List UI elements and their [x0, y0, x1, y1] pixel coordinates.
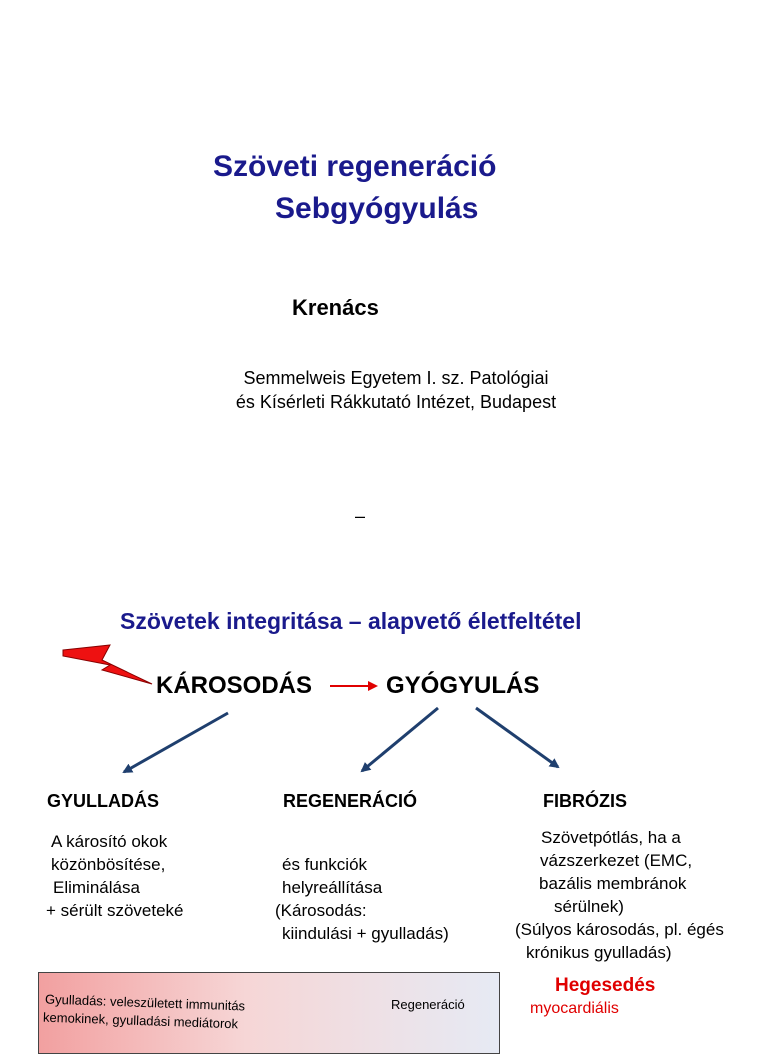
author-name: Krenács	[292, 295, 379, 320]
text-line: helyreállítása	[282, 878, 383, 897]
regeneration-text	[275, 853, 449, 945]
text-line: bazális membránok	[539, 874, 687, 893]
text-line: krónikus gyulladás)	[526, 943, 672, 962]
title-line-2: Sebgyógyulás	[275, 192, 479, 225]
regeneration-heading: REGENERÁCIÓ	[283, 791, 418, 811]
text-line: Eliminálása	[53, 878, 140, 897]
text-line: (Károsodás:	[275, 901, 367, 920]
box-right-label: Regeneráció	[391, 997, 465, 1012]
box-left-line-2: kemokinek, gyulladási mediátorok	[42, 1009, 239, 1032]
scarring-label: Hegesedés	[555, 975, 656, 996]
inflammation-heading: GYULLADÁS	[47, 791, 159, 811]
scarring-sub: myocardiális	[530, 1000, 619, 1017]
damage-label: KÁROSODÁS	[156, 672, 313, 699]
arrow-to-inflammation	[124, 713, 228, 772]
text-line: közönbösítése,	[51, 855, 166, 874]
inflammation-regeneration-box	[38, 972, 500, 1054]
healing-label: GYÓGYULÁS	[386, 672, 540, 699]
institution-line-1: Semmelweis Egyetem I. sz. Patológiai	[243, 368, 549, 388]
text-line: kiindulási + gyulladás)	[282, 924, 449, 943]
fibrosis-heading: FIBRÓZIS	[543, 791, 627, 811]
inflammation-text	[46, 830, 184, 922]
text-line: A károsító okok	[51, 832, 168, 851]
dash: –	[355, 506, 366, 526]
arrow-to-regeneration	[362, 708, 438, 771]
text-line: (Súlyos károsodás, pl. égés	[515, 920, 724, 939]
text-line: vázszerkezet (EMC,	[540, 851, 693, 870]
lightning-bolt-icon	[63, 645, 152, 684]
text-line: + sérült szöveteké	[46, 901, 184, 920]
text-line: és funkciók	[282, 855, 368, 874]
fibrosis-text	[515, 826, 724, 964]
text-line: Szövetpótlás, ha a	[541, 828, 681, 847]
box-left-line-1: Gyulladás: veleszületett immunitás	[44, 991, 246, 1014]
institution-line-2: és Kísérleti Rákkutató Intézet, Budapest	[235, 392, 557, 412]
title-line-1: Szöveti regeneráció	[213, 150, 497, 183]
text-line: sérülnek)	[554, 897, 624, 916]
slide2-heading: Szövetek integritása – alapvető életfeltétel	[120, 608, 582, 634]
arrow-to-fibrosis	[476, 708, 558, 767]
